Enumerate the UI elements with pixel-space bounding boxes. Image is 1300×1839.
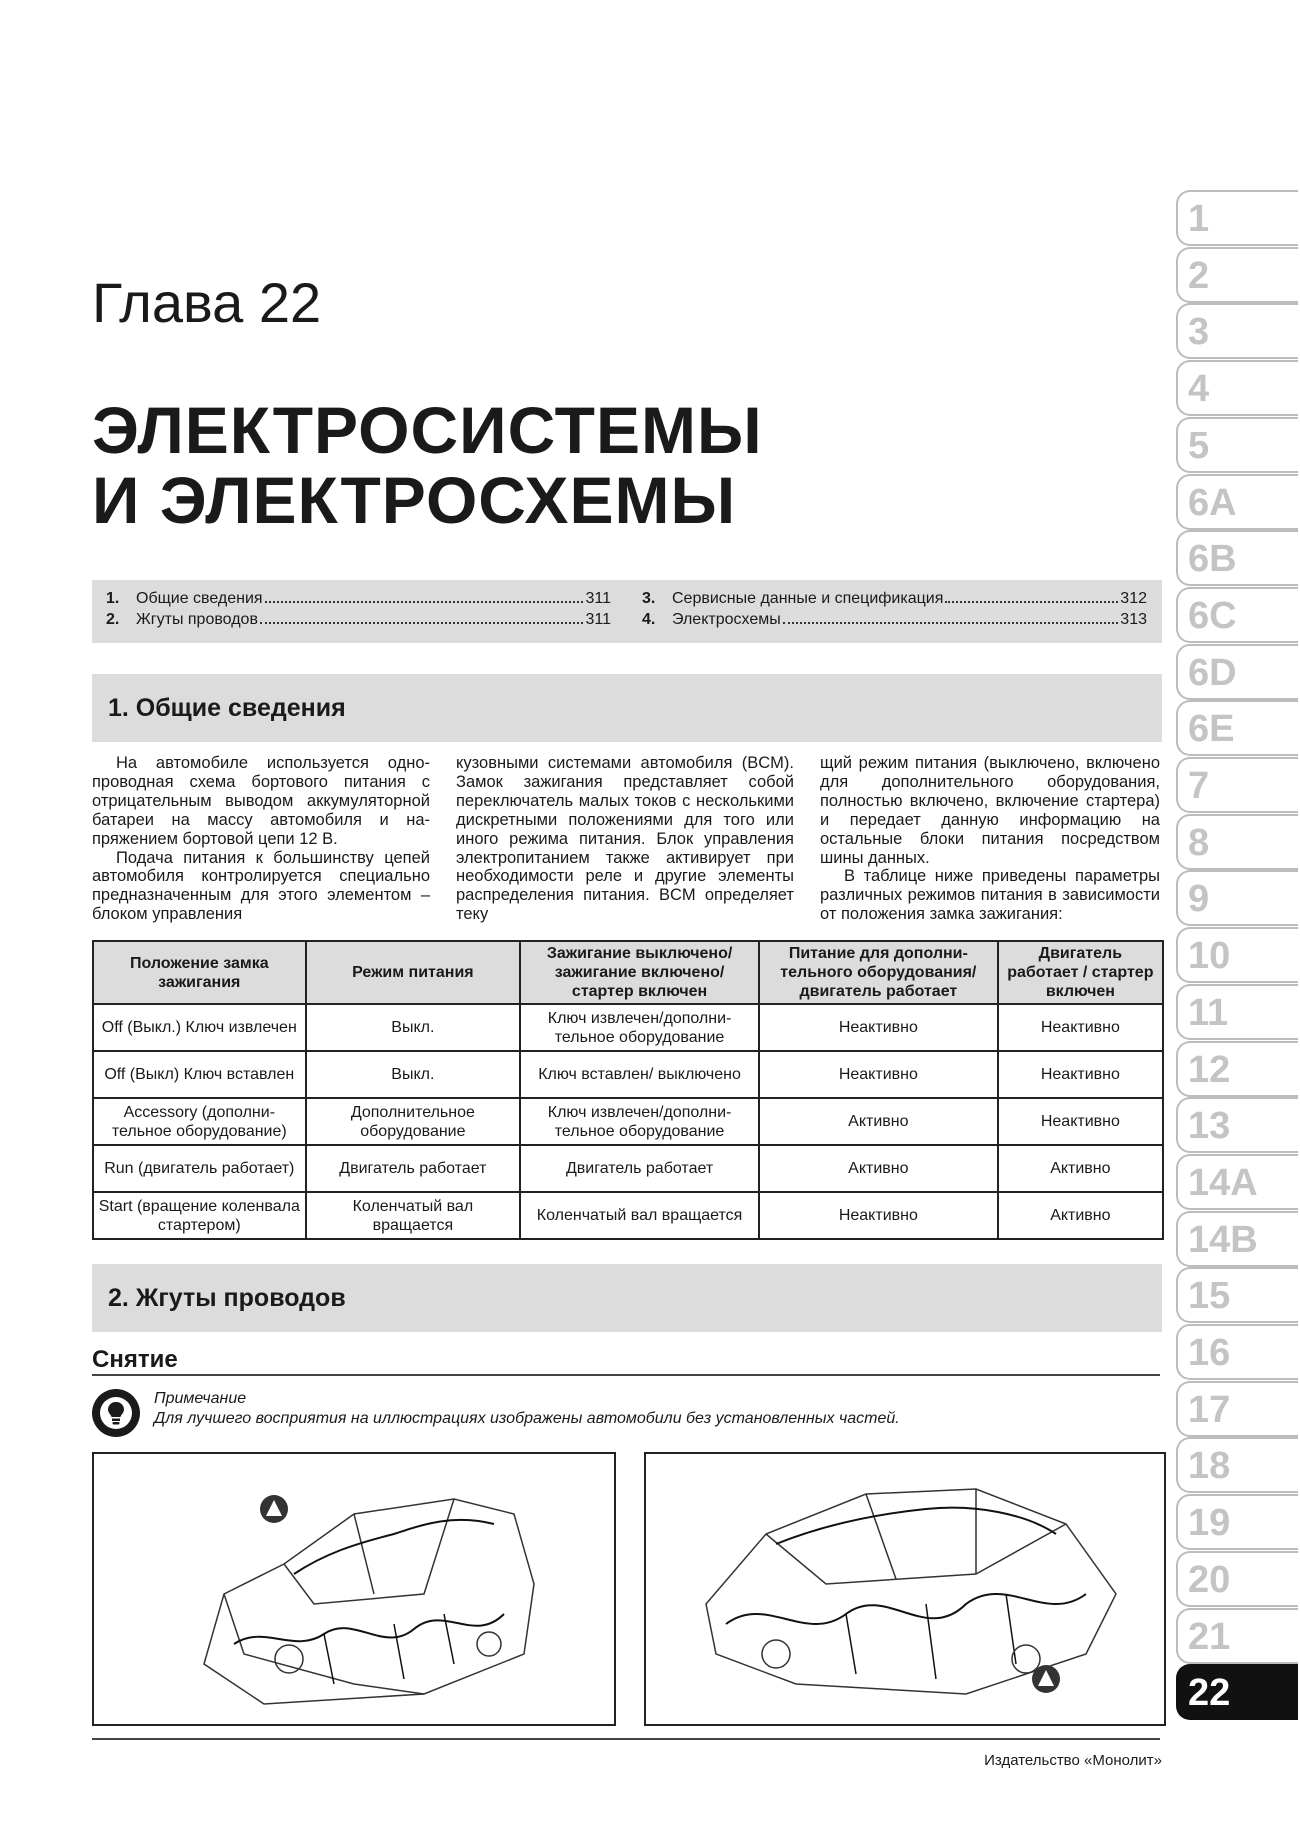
toc-item-number: 3.: [642, 590, 656, 607]
subsection-rule: [92, 1374, 1160, 1376]
chapter-tab[interactable]: [1176, 1267, 1298, 1323]
toc-item[interactable]: [642, 609, 1147, 630]
table-cell: Ключ извлечен/дополнительное оборудование: [520, 1098, 759, 1145]
table-cell: Двигатель работает: [306, 1145, 521, 1192]
chapter-tab[interactable]: [1176, 247, 1298, 303]
table-cell: Активно: [998, 1145, 1163, 1192]
chapter-tab-label: 5: [1188, 425, 1210, 467]
paragraph: кузовными системами автомобиля (BCM). Замок зажигания представляет собой переключатель малых токов с несколькими дискретными положениями для того или иного режима питания. Блок управления электропитанием также активирует при необходимости реле и другие элементы распределения питания. BCM определяет теку: [456, 754, 794, 924]
chapter-tab-label: 2: [1188, 255, 1210, 297]
chapter-tab-label: 4: [1188, 368, 1210, 410]
toc-item[interactable]: [106, 609, 611, 630]
table-cell: Дополнительное оборудование: [306, 1098, 521, 1145]
paragraph: На автомобиле используется однопроводная схема бортового питания с отрицательным выводом аккумуляторной батареи на массу автомобиля и напряжением бортовой цепи 12 В.: [92, 754, 430, 848]
table-cell: Активно: [998, 1192, 1163, 1239]
chapter-tab[interactable]: [1176, 1551, 1298, 1607]
table-header-row: [93, 941, 1163, 1004]
chapter-tab[interactable]: [1176, 474, 1298, 530]
chapter-tab[interactable]: [1176, 814, 1298, 870]
chapter-tab-label: 11: [1188, 992, 1229, 1034]
toc-leader: [265, 601, 584, 603]
table-cell: Неактивно: [998, 1098, 1163, 1145]
table-cell: Accessory (дополнительное оборудование): [93, 1098, 306, 1145]
section-2-header: [92, 1264, 1162, 1332]
chapter-tab[interactable]: [1176, 530, 1298, 586]
body-column-2: [456, 754, 794, 924]
table-cell: Неактивно: [998, 1004, 1163, 1051]
section-2-title: 2. Жгуты проводов: [108, 1284, 346, 1312]
chapter-tab-label: 6E: [1188, 708, 1235, 750]
table-cell: Неактивно: [759, 1051, 998, 1098]
chapter-tab-label: 6B: [1188, 538, 1237, 580]
toc-item[interactable]: [642, 588, 1147, 609]
table-header-cell: Режим питания: [306, 941, 521, 1004]
chapter-tab-label: 14A: [1188, 1162, 1258, 1204]
table-row: [93, 1051, 1163, 1098]
title-line-1: ЭЛЕКТРОСИСТЕМЫ: [92, 393, 763, 467]
toc-leader: [783, 622, 1119, 624]
table-cell: Активно: [759, 1098, 998, 1145]
table-cell: Start (вращение коленвала стартером): [93, 1192, 306, 1239]
figure-wiring-rear: [644, 1452, 1166, 1726]
toc-item-label: Сервисные данные и спецификация: [672, 590, 944, 607]
chapter-tab[interactable]: [1176, 927, 1298, 983]
table-cell: Off (Выкл.) Ключ извлечен: [93, 1004, 306, 1051]
table-cell: Активно: [759, 1145, 998, 1192]
chapter-tab-label: 9: [1188, 878, 1210, 920]
toc-item-label: Электросхемы: [672, 611, 781, 628]
toc-item-number: 2.: [106, 611, 120, 628]
chapter-tab[interactable]: [1176, 587, 1298, 643]
chapter-tab-label: 22: [1188, 1672, 1231, 1714]
chapter-tab-label: 8: [1188, 822, 1210, 864]
toc-item-number: 1.: [106, 590, 120, 607]
chapter-tab[interactable]: [1176, 190, 1298, 246]
car-wiring-illustration: [646, 1454, 1164, 1724]
toc-item-page: 312: [1120, 590, 1147, 607]
note-label: Примечание: [154, 1390, 247, 1407]
toc-item-label: Жгуты проводов: [136, 611, 258, 628]
chapter-tab[interactable]: [1176, 1664, 1298, 1720]
toc-column-right: [642, 588, 1147, 630]
section-1-title: 1. Общие сведения: [108, 694, 346, 722]
toc-leader: [260, 622, 584, 624]
chapter-tab-label: 13: [1188, 1105, 1231, 1147]
table-header-cell: Положение замка зажигания: [93, 941, 306, 1004]
table-header-cell: Питание для дополнительного оборудования/двигатель работает: [759, 941, 998, 1004]
chapter-tab[interactable]: [1176, 870, 1298, 926]
toc-item-number: 4.: [642, 611, 656, 628]
table-cell: Ключ извлечен/дополнительное оборудование: [520, 1004, 759, 1051]
toc-item-page: 311: [585, 590, 611, 607]
title-line-2: И ЭЛЕКТРОСХЕМЫ: [92, 463, 737, 537]
table-cell: Выкл.: [306, 1004, 521, 1051]
chapter-tab-label: 6C: [1188, 595, 1237, 637]
chapter-tab[interactable]: [1176, 700, 1298, 756]
chapter-tab[interactable]: [1176, 303, 1298, 359]
table-row: [93, 1192, 1163, 1239]
paragraph: В таблице ниже приведены параметры различных режимов питания в зависимости от положения замка зажигания:: [820, 867, 1160, 924]
toc-item-page: 311: [585, 611, 611, 628]
publisher-footer: Издательство «Монолит»: [984, 1752, 1162, 1769]
toc-item-label: Общие сведения: [136, 590, 263, 607]
table-row: [93, 1098, 1163, 1145]
footer-rule: [92, 1738, 1160, 1740]
table-header-cell: Зажигание выключено/ зажигание включено/ стартер включен: [520, 941, 759, 1004]
chapter-tab[interactable]: [1176, 1437, 1298, 1493]
chapter-tab[interactable]: [1176, 984, 1298, 1040]
paragraph: Подача питания к большинству цепей автомобиля контролируется специально предназначенным для этого элементом – блоком управления: [92, 848, 430, 924]
table-cell: Неактивно: [759, 1004, 998, 1051]
paragraph: щий режим питания (выключено, включено для дополнительного оборудования, полностью включено, включение стартера) и передает данную информацию на остальные блоки питания посредством шины данных.: [820, 754, 1160, 867]
chapter-tab[interactable]: [1176, 644, 1298, 700]
toc-column-left: [106, 588, 611, 630]
chapter-tab[interactable]: [1176, 1041, 1298, 1097]
body-column-3: [820, 754, 1160, 924]
chapter-tab-label: 16: [1188, 1332, 1231, 1374]
table-cell: Неактивно: [998, 1051, 1163, 1098]
toc-item[interactable]: [106, 588, 611, 609]
table-cell: Off (Выкл) Ключ вставлен: [93, 1051, 306, 1098]
toc-box: [92, 580, 1162, 643]
chapter-tab[interactable]: [1176, 360, 1298, 416]
table-cell: Двигатель работает: [520, 1145, 759, 1192]
lightbulb-icon: [92, 1389, 140, 1437]
table-cell: Коленчатый вал вращается: [306, 1192, 521, 1239]
chapter-tab[interactable]: [1176, 417, 1298, 473]
table-cell: Run (двигатель работает): [93, 1145, 306, 1192]
chapter-tab-label: 15: [1188, 1275, 1231, 1317]
note-text: Для лучшего восприятия на иллюстрациях изображены автомобили без установленных частей.: [154, 1410, 900, 1427]
chapter-tab-label: 10: [1188, 935, 1231, 977]
page-title: [92, 395, 763, 535]
chapter-tab-label: 6D: [1188, 652, 1237, 694]
chapter-tab[interactable]: [1176, 757, 1298, 813]
table-cell: Коленчатый вал вращается: [520, 1192, 759, 1239]
chapter-tab-label: 14B: [1188, 1219, 1258, 1261]
chapter-tab-label: 1: [1188, 198, 1210, 240]
chapter-tab-label: 7: [1188, 765, 1210, 807]
chapter-tab-label: 17: [1188, 1389, 1231, 1431]
chapter-label: Глава 22: [92, 271, 322, 334]
toc-leader: [945, 601, 1118, 603]
section-1-header: [92, 674, 1162, 742]
figure-wiring-front: [92, 1452, 616, 1726]
table-row: [93, 1004, 1163, 1051]
chapter-tab-label: 20: [1188, 1559, 1231, 1601]
toc-item-page: 313: [1120, 611, 1147, 628]
table-cell: Ключ вставлен/ выключено: [520, 1051, 759, 1098]
chapter-tab[interactable]: [1176, 1381, 1298, 1437]
power-modes-table: [92, 940, 1164, 1240]
chapter-tab[interactable]: [1176, 1097, 1298, 1153]
car-wiring-illustration: [94, 1454, 614, 1724]
chapter-tab-label: 12: [1188, 1049, 1231, 1091]
subsection-title: Снятие: [92, 1346, 178, 1373]
chapter-tab-label: 19: [1188, 1502, 1231, 1544]
chapter-tab-label: 21: [1188, 1616, 1231, 1658]
chapter-tab[interactable]: [1176, 1154, 1298, 1210]
chapter-tab[interactable]: [1176, 1608, 1298, 1664]
table-cell: Выкл.: [306, 1051, 521, 1098]
table-row: [93, 1145, 1163, 1192]
chapter-tab[interactable]: [1176, 1324, 1298, 1380]
table-header-cell: Двигатель работает / стартер включен: [998, 941, 1163, 1004]
chapter-tab-label: 18: [1188, 1445, 1231, 1487]
body-column-1: [92, 754, 430, 924]
chapter-tab[interactable]: [1176, 1494, 1298, 1550]
chapter-tab-label: 3: [1188, 311, 1210, 353]
chapter-tab[interactable]: [1176, 1211, 1298, 1267]
chapter-tab-label: 6A: [1188, 482, 1237, 524]
table-cell: Неактивно: [759, 1192, 998, 1239]
